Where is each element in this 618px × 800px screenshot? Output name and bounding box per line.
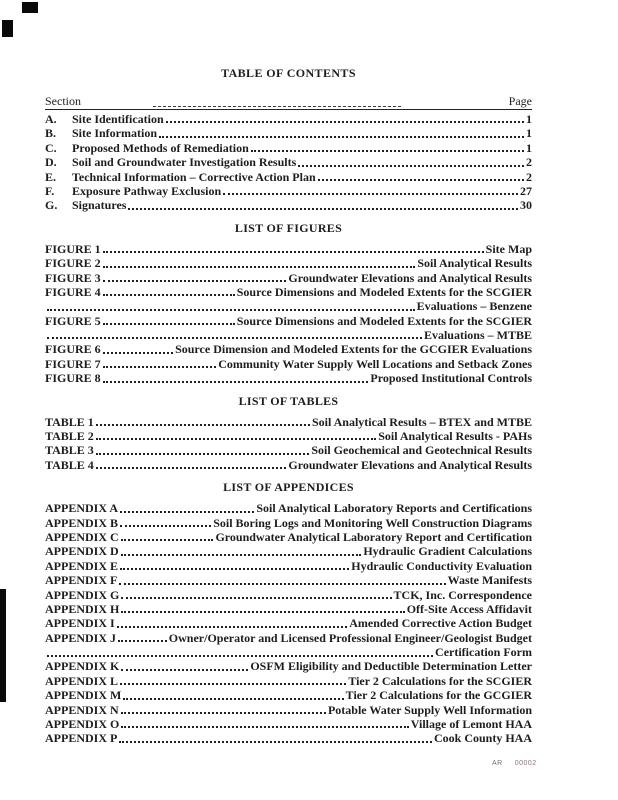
dot-leader (120, 511, 254, 513)
scan-artifact-left-bar (0, 589, 6, 702)
list-entry-label: FIGURE 2 (45, 256, 101, 271)
list-entry-label: APPENDIX O (45, 717, 120, 732)
dot-leader (121, 539, 214, 541)
list-entry-label: TABLE 2 (45, 429, 94, 444)
list-entry-title: Tier 2 Calculations for the SCGIER (348, 673, 532, 688)
list-entry-title: Groundwater Elevations and Analytical Results (288, 457, 532, 472)
dot-leader (103, 266, 416, 268)
list-entry-title: Community Water Supply Well Locations and Setback Zones (218, 356, 532, 371)
list-entry-main (45, 602, 532, 616)
list-entry (45, 371, 532, 385)
toc-entry-letter: A. (45, 111, 57, 126)
list-entry-main (45, 242, 532, 256)
header-rule-noise (153, 106, 401, 107)
list-entry (45, 674, 532, 688)
dot-leader (166, 121, 524, 123)
appendix-list (45, 501, 532, 746)
list-entry-title: Amended Corrective Action Budget (349, 616, 532, 631)
list-entry (45, 342, 532, 356)
dot-leader (103, 251, 484, 253)
bates-stamp (492, 760, 537, 768)
list-entry-label: FIGURE 5 (45, 313, 101, 328)
toc-entry (45, 170, 532, 184)
figures-heading: LIST OF FIGURES (234, 220, 343, 235)
list-entry-main (45, 660, 532, 674)
tables-heading: LIST OF TABLES (238, 393, 339, 408)
list-entry-title: TCK, Inc. Correspondence (393, 587, 532, 602)
toc-entry-page: 27 (520, 183, 532, 198)
list-entry-main (45, 314, 532, 328)
list-entry-label: APPENDIX K (45, 659, 120, 674)
list-entry-label: APPENDIX M (45, 688, 122, 703)
list-entry-title: Tier 2 Calculations for the GCGIER (345, 688, 532, 703)
list-entry (45, 242, 532, 256)
list-entry-wrap-text: Certification Form (435, 645, 532, 660)
list-entry-label: FIGURE 7 (45, 356, 101, 371)
dot-leader (159, 136, 524, 138)
list-entry-main (45, 559, 532, 573)
list-entry-label: APPENDIX C (45, 529, 119, 544)
toc-entry-page: 1 (526, 140, 532, 155)
toc-entry-title: Signatures (72, 198, 127, 213)
list-entry (45, 530, 532, 544)
list-entry-wrap (45, 645, 532, 659)
list-entry-label: APPENDIX P (45, 731, 118, 746)
toc-entry-letter: G. (45, 198, 58, 213)
section-list (45, 112, 532, 213)
figure-list (45, 242, 532, 386)
list-entry-title: Proposed Institutional Controls (370, 371, 532, 386)
toc-entry (45, 141, 532, 155)
toc-entry-page: 1 (526, 111, 532, 126)
toc-entry-letter: B. (45, 126, 57, 141)
dot-leader (103, 280, 287, 282)
scan-artifact-side (2, 20, 13, 37)
toc-entry-title: Technical Information – Corrective Action Plan (72, 169, 316, 184)
toc-entry-letter: E. (45, 169, 57, 184)
list-entry (45, 443, 532, 457)
list-entry-main (45, 703, 532, 717)
bates-stamp-number: 00002 (514, 760, 537, 767)
list-entry (45, 357, 532, 371)
list-entry (45, 616, 532, 630)
list-entry-label: FIGURE 3 (45, 270, 101, 285)
dot-leader (119, 741, 432, 743)
list-entry (45, 544, 532, 558)
list-entry-main (45, 674, 532, 688)
list-entry (45, 588, 532, 602)
page-title: TABLE OF CONTENTS (221, 66, 356, 80)
dot-leader (96, 424, 310, 426)
list-entry-main (45, 616, 532, 630)
list-entry-title: Soil Geochemical and Geotechnical Results (311, 443, 532, 458)
appendices-heading: LIST OF APPENDICES (223, 480, 354, 495)
dot-leader (298, 165, 524, 167)
dot-leader (121, 669, 248, 671)
list-entry-main (45, 429, 532, 443)
list-entry-main (45, 688, 532, 702)
list-entry-title: Soil Analytical Laboratory Reports and Certifications (256, 501, 532, 516)
dot-leader (47, 655, 433, 657)
list-entry-main (45, 588, 532, 602)
toc-entry-title: Soil and Groundwater Investigation Results (72, 155, 297, 170)
list-entry-main (45, 516, 532, 530)
list-entry-label: APPENDIX J (45, 630, 116, 645)
list-entry-label: TABLE 4 (45, 457, 94, 472)
list-entry-title: Groundwater Elevations and Analytical Results (288, 270, 532, 285)
list-entry-label: APPENDIX D (45, 544, 119, 559)
list-entry (45, 458, 532, 472)
dot-leader (117, 626, 348, 628)
list-entry-wrap (45, 328, 532, 342)
list-entry-wrap (45, 299, 532, 313)
dot-leader (96, 467, 287, 469)
list-entry-label: FIGURE 1 (45, 241, 101, 256)
toc-entry-page: 1 (526, 126, 532, 141)
list-entry-title: Source Dimensions and Modeled Extents for the SCGIER (236, 313, 532, 328)
list-entry (45, 314, 532, 343)
list-entry-main (45, 544, 532, 558)
dot-leader (103, 381, 369, 383)
table-list (45, 415, 532, 473)
list-entry (45, 573, 532, 587)
list-entry-label: FIGURE 8 (45, 371, 101, 386)
list-entry-label: FIGURE 6 (45, 342, 101, 357)
list-entry-main (45, 631, 532, 645)
dot-leader (128, 208, 518, 210)
list-entry (45, 501, 532, 515)
list-entry (45, 660, 532, 674)
list-entry-label: FIGURE 4 (45, 284, 101, 299)
list-entry-label: APPENDIX N (45, 702, 119, 717)
list-entry (45, 271, 532, 285)
page-column-label: Page (508, 94, 532, 108)
list-entry (45, 415, 532, 429)
dot-leader (120, 568, 349, 570)
list-entry-main (45, 357, 532, 371)
dot-leader (121, 597, 391, 599)
dot-leader (47, 337, 422, 339)
list-entry-main (45, 458, 532, 472)
list-entry (45, 717, 532, 731)
list-entry-main (45, 285, 532, 299)
toc-entry-page: 2 (526, 169, 532, 184)
list-entry-title: Soil Analytical Results - PAHs (378, 429, 532, 444)
list-entry-title: Waste Manifests (447, 573, 532, 588)
list-entry-title: Groundwater Analytical Laboratory Report and Certification (215, 529, 532, 544)
list-entry-title: Cook County HAA (433, 731, 532, 746)
dot-leader (120, 683, 346, 685)
list-entry-label: APPENDIX L (45, 673, 119, 688)
dot-leader (123, 698, 343, 700)
list-entry-main (45, 443, 532, 457)
list-entry (45, 256, 532, 270)
toc-entry (45, 198, 532, 212)
list-entry-main (45, 573, 532, 587)
list-entry-title: Village of Lemont HAA (410, 717, 532, 732)
list-entry-main (45, 271, 532, 285)
toc-entry-letter: D. (45, 155, 57, 170)
bates-stamp-prefix: AR (492, 760, 503, 767)
dot-leader (121, 611, 404, 613)
dot-leader (96, 438, 376, 440)
dot-leader (103, 323, 235, 325)
list-entry-label: APPENDIX F (45, 573, 118, 588)
list-entry (45, 631, 532, 660)
list-entry-main (45, 731, 532, 745)
list-entry-main (45, 342, 532, 356)
list-entry (45, 688, 532, 702)
list-entry-label: APPENDIX I (45, 616, 115, 631)
list-entry-title: Soil Analytical Results (417, 256, 532, 271)
dot-leader (96, 453, 310, 455)
dot-leader (121, 712, 326, 714)
list-entry-title: Hydraulic Gradient Calculations (363, 544, 532, 559)
list-entry-label: TABLE 3 (45, 443, 94, 458)
dot-leader (119, 583, 445, 585)
dot-leader (121, 554, 362, 556)
list-entry-title: Owner/Operator and Licensed Professional Engineer/Geologist Budget (168, 630, 532, 645)
toc-entry-title: Proposed Methods of Remediation (72, 140, 249, 155)
list-entry-title: Potable Water Supply Well Information (327, 702, 532, 717)
dot-leader (120, 525, 211, 527)
list-entry-title: Soil Analytical Results – BTEX and MTBE (311, 414, 532, 429)
list-entry-title: Site Map (485, 241, 532, 256)
list-entry (45, 559, 532, 573)
list-entry-main (45, 415, 532, 429)
list-entry-title: OSFM Eligibility and Deductible Determination Letter (250, 659, 532, 674)
list-entry-main (45, 717, 532, 731)
list-entry-main (45, 256, 532, 270)
list-entry-label: APPENDIX B (45, 515, 119, 530)
list-entry-title: Source Dimensions and Modeled Extents for the SCGIER (236, 284, 532, 299)
dot-leader (223, 193, 518, 195)
toc-entry-letter: F. (45, 183, 55, 198)
list-entry-label: APPENDIX G (45, 587, 120, 602)
list-entry-main (45, 501, 532, 515)
toc-entry-title: Exposure Pathway Exclusion (72, 183, 222, 198)
toc-entry (45, 184, 532, 198)
toc-entry-title: Site Information (72, 126, 157, 141)
toc-entry (45, 112, 532, 126)
list-entry (45, 731, 532, 745)
dot-leader (47, 309, 415, 311)
toc-entry-page: 30 (520, 198, 532, 213)
list-entry (45, 602, 532, 616)
list-entry-label: APPENDIX H (45, 601, 120, 616)
dot-leader (251, 150, 524, 152)
toc-content (45, 0, 532, 746)
scan-artifact-top (22, 2, 38, 13)
list-entry (45, 703, 532, 717)
dot-leader (103, 352, 173, 354)
toc-entry-page: 2 (526, 155, 532, 170)
list-entry-label: TABLE 1 (45, 414, 94, 429)
list-entry-main (45, 530, 532, 544)
dot-leader (121, 726, 408, 728)
list-entry-main (45, 371, 532, 385)
list-entry (45, 285, 532, 314)
dot-leader (103, 366, 217, 368)
dot-leader (318, 179, 524, 181)
section-column-label: Section (45, 94, 81, 108)
list-entry (45, 429, 532, 443)
toc-column-header (45, 95, 532, 110)
toc-entry-letter: C. (45, 140, 57, 155)
list-entry-wrap-text: Evaluations – MTBE (423, 328, 532, 343)
list-entry-title: Soil Boring Logs and Monitoring Well Construction Diagrams (213, 515, 532, 530)
dot-leader (103, 294, 235, 296)
toc-entry-title: Site Identification (72, 111, 164, 126)
toc-entry (45, 126, 532, 140)
list-entry (45, 516, 532, 530)
list-entry-title: Off-Site Access Affidavit (406, 601, 532, 616)
list-entry-title: Source Dimension and Modeled Extents for the GCGIER Evaluations (175, 342, 532, 357)
list-entry-label: APPENDIX A (45, 501, 119, 516)
list-entry-label: APPENDIX E (45, 558, 119, 573)
list-entry-title: Hydraulic Conductivity Evaluation (351, 558, 532, 573)
dot-leader (118, 640, 167, 642)
toc-entry (45, 155, 532, 169)
list-entry-wrap-text: Evaluations – Benzene (416, 299, 532, 314)
